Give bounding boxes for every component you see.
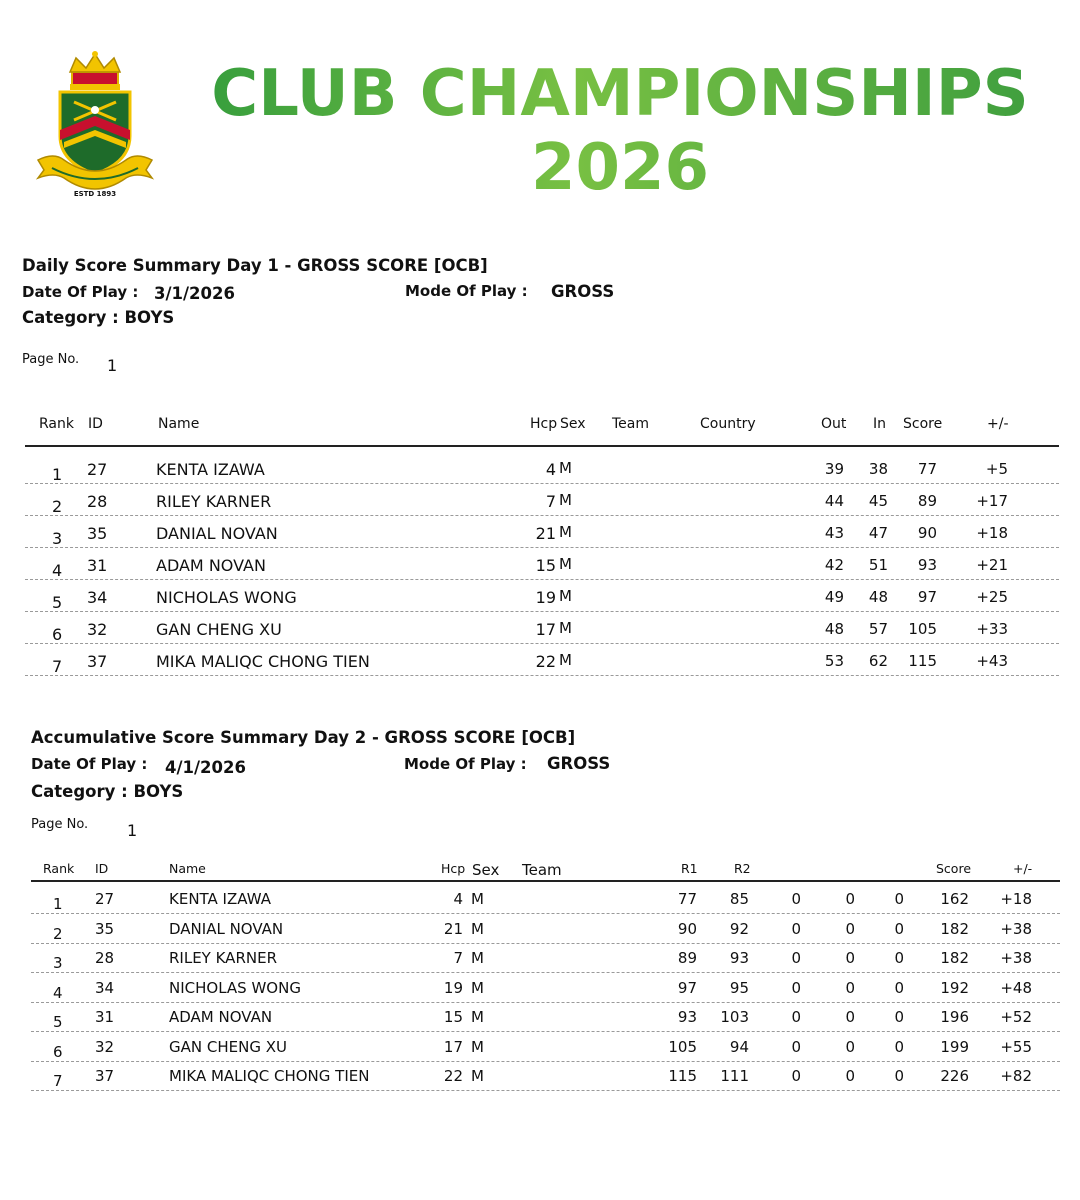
col-r1: R1 [681,861,698,876]
day1-header-rule [25,445,1059,447]
row-hcp: 17 [535,620,556,639]
day1-page-label: Page No. [22,352,80,367]
row-sex: M [471,919,484,938]
row-in: 62 [868,652,888,670]
row-diff: +48 [1000,978,1032,997]
row-r1: 93 [677,1008,697,1026]
row-score: 115 [908,652,937,670]
col-rank: Rank [39,416,74,432]
row-col3: 0 [791,1008,801,1026]
row-diff: +82 [1000,1067,1032,1085]
row-separator [25,515,1059,516]
row-score: 196 [940,1008,969,1026]
row-hcp: 7 [453,949,463,967]
day2-date-label: Date Of Play : [31,755,148,773]
row-name: ADAM NOVAN [156,556,266,575]
row-diff: +38 [1000,919,1032,938]
row-name: KENTA IZAWA [169,890,271,908]
row-separator [25,675,1059,676]
row-rank: 1 [52,465,63,484]
row-r1: 90 [677,919,697,938]
day1-mode-value: GROSS [551,282,615,301]
row-r2: 92 [729,919,749,938]
row-hcp: 22 [443,1067,463,1085]
row-hcp: 4 [453,890,463,908]
row-out: 43 [824,524,844,542]
row-sex: M [559,619,572,637]
row-diff: +5 [985,460,1008,478]
row-hcp: 4 [545,460,556,479]
row-sex: M [559,555,572,573]
row-diff: +43 [976,652,1008,670]
row-col4: 0 [845,1067,855,1085]
row-id: 32 [87,620,108,639]
row-r1: 97 [677,978,697,997]
row-separator [31,972,1060,973]
row-score: 162 [940,890,969,908]
row-in: 48 [868,588,888,606]
col-team: Team [612,416,650,432]
col-out: Out [821,416,847,432]
row-name: DANIAL NOVAN [156,524,278,543]
row-col4: 0 [845,978,855,997]
row-r2: 103 [720,1008,749,1026]
row-score: 182 [940,919,969,938]
col-diff: +/- [987,416,1009,432]
col-country: Country [700,416,756,432]
row-sex: M [471,1008,484,1026]
row-sex: M [559,523,572,541]
day1-title: Daily Score Summary Day 1 - GROSS SCORE [OCB] [22,256,488,275]
row-out: 49 [824,588,844,606]
row-r1: 77 [677,890,697,908]
row-rank: 7 [52,657,63,676]
row-diff: +52 [1000,1008,1032,1026]
col-score: Score [936,861,972,876]
row-col4: 0 [845,949,855,967]
row-r2: 111 [720,1067,749,1085]
day2-title: Accumulative Score Summary Day 2 - GROSS SCORE [OCB] [31,728,576,747]
row-col5: 0 [894,1067,904,1085]
row-sex: M [559,587,572,605]
row-id: 27 [87,460,108,479]
day1-mode-label: Mode Of Play : [405,282,528,300]
row-sex: M [471,1067,484,1085]
row-out: 39 [824,460,844,478]
row-rank: 1 [53,895,63,913]
row-sex: M [471,1037,484,1056]
row-name: ADAM NOVAN [169,1008,273,1026]
row-name: RILEY KARNER [169,949,277,967]
day1-category: Category : BOYS [22,308,175,327]
col-diff: +/- [1013,861,1033,876]
col-hcp: Hcp [530,416,558,432]
row-out: 53 [824,652,844,670]
row-diff: +25 [976,588,1008,606]
row-in: 38 [868,460,888,478]
row-col5: 0 [894,1037,904,1056]
col-team: Team [522,861,562,879]
row-rank: 4 [52,561,63,580]
row-rank: 6 [52,625,63,644]
row-id: 34 [95,978,115,997]
row-rank: 2 [52,497,63,516]
row-hcp: 22 [535,652,556,671]
row-col4: 0 [845,890,855,908]
col-rank: Rank [43,861,75,876]
row-name: MIKA MALIQC CHONG TIEN [156,652,370,671]
row-id: 37 [95,1067,115,1085]
row-hcp: 19 [443,978,463,997]
col-r2: R2 [734,861,751,876]
row-r1: 89 [677,949,697,967]
row-sex: M [471,890,484,908]
row-col3: 0 [791,890,801,908]
row-separator [31,943,1060,944]
col-in: In [873,416,887,432]
row-hcp: 15 [535,556,556,575]
row-id: 31 [95,1008,115,1026]
row-hcp: 17 [443,1037,463,1056]
row-diff: +55 [1000,1037,1032,1056]
row-rank: 2 [53,924,63,943]
col-id: ID [95,861,109,876]
row-score: 182 [940,949,969,967]
row-id: 35 [95,919,115,938]
row-separator [31,1061,1060,1062]
row-hcp: 7 [545,492,556,511]
row-separator [25,483,1059,484]
day1-page-number: 1 [107,356,118,375]
row-rank: 3 [52,529,63,548]
row-score: 199 [940,1037,969,1056]
row-r2: 94 [729,1037,749,1056]
row-name: DANIAL NOVAN [169,919,284,938]
row-in: 57 [868,620,888,638]
row-col4: 0 [845,919,855,938]
event-year: 2026 [160,136,1080,200]
row-col4: 0 [845,1037,855,1056]
row-r2: 93 [729,949,749,967]
row-out: 42 [824,556,844,574]
row-separator [31,913,1060,914]
row-diff: +18 [976,524,1008,542]
row-separator [31,1002,1060,1003]
row-hcp: 21 [535,524,556,543]
day1-date-value: 3/1/2026 [154,284,235,303]
row-rank: 5 [53,1013,63,1031]
row-diff: +17 [976,492,1008,510]
row-name: RILEY KARNER [156,492,272,511]
col-id: ID [88,416,103,432]
row-id: 34 [87,588,108,607]
row-separator [31,1090,1060,1091]
row-col3: 0 [791,978,801,997]
row-diff: +21 [976,556,1008,574]
row-r1: 115 [668,1067,697,1085]
day2-header-rule [31,880,1060,882]
row-in: 51 [868,556,888,574]
row-sex: M [471,978,484,997]
row-id: 27 [95,890,115,908]
col-sex: Sex [472,861,500,879]
row-col3: 0 [791,919,801,938]
row-id: 32 [95,1037,115,1056]
col-name: Name [158,416,200,432]
row-score: 90 [917,524,937,542]
day2-category: Category : BOYS [31,782,184,801]
row-hcp: 15 [443,1008,463,1026]
row-diff: +18 [1000,890,1032,908]
row-rank: 4 [53,983,63,1002]
row-col3: 0 [791,1067,801,1085]
col-hcp: Hcp [441,861,466,876]
day2-date-value: 4/1/2026 [165,758,246,777]
row-score: 89 [917,492,937,510]
row-id: 28 [87,492,108,511]
row-id: 31 [87,556,108,575]
day2-page-label: Page No. [31,817,89,832]
row-rank: 7 [53,1072,63,1090]
row-sex: M [559,651,572,669]
row-diff: +38 [1000,949,1032,967]
day1-date-label: Date Of Play : [22,283,139,301]
row-name: GAN CHENG XU [156,620,282,639]
row-separator [25,579,1059,580]
row-id: 35 [87,524,108,543]
row-col5: 0 [894,919,904,938]
row-sex: M [471,949,484,967]
row-score: 93 [917,556,937,574]
col-sex: Sex [560,416,586,432]
row-col5: 0 [894,1008,904,1026]
day2-mode-label: Mode Of Play : [404,755,527,773]
row-score: 192 [940,978,969,997]
row-separator [25,611,1059,612]
row-diff: +33 [976,620,1008,638]
row-sex: M [559,459,572,477]
row-separator [25,643,1059,644]
row-score: 77 [917,460,937,478]
row-col5: 0 [894,978,904,997]
row-in: 45 [868,492,888,510]
row-col4: 0 [845,1008,855,1026]
row-out: 44 [824,492,844,510]
row-name: GAN CHENG XU [169,1037,287,1056]
row-col5: 0 [894,949,904,967]
event-title: CLUB CHAMPIONSHIPS [160,62,1080,126]
row-rank: 5 [52,593,63,612]
row-out: 48 [824,620,844,638]
row-rank: 6 [53,1042,63,1061]
row-col3: 0 [791,1037,801,1056]
svg-text:ESTD 1893: ESTD 1893 [73,190,117,198]
row-sex: M [559,491,572,509]
row-hcp: 19 [535,588,556,607]
col-name: Name [169,861,206,876]
row-score: 105 [908,620,937,638]
row-col3: 0 [791,949,801,967]
row-r1: 105 [668,1037,697,1056]
row-id: 28 [95,949,115,967]
row-separator [31,1031,1060,1032]
row-score: 97 [917,588,937,606]
row-id: 37 [87,652,108,671]
row-name: KENTA IZAWA [156,460,265,479]
row-score: 226 [940,1067,969,1085]
row-name: NICHOLAS WONG [169,978,301,997]
row-hcp: 21 [443,919,463,938]
row-name: NICHOLAS WONG [156,588,297,607]
day2-mode-value: GROSS [547,754,611,773]
crown-icon [70,51,120,90]
row-name: MIKA MALIQC CHONG TIEN [169,1067,370,1085]
row-r2: 85 [729,890,749,908]
row-r2: 95 [729,978,749,997]
row-col5: 0 [894,890,904,908]
day2-page-number: 1 [127,821,138,840]
row-in: 47 [868,524,888,542]
shield-icon [60,92,130,174]
col-score: Score [903,416,943,432]
row-separator [25,547,1059,548]
club-crest-logo [34,50,156,200]
row-rank: 3 [53,954,63,972]
